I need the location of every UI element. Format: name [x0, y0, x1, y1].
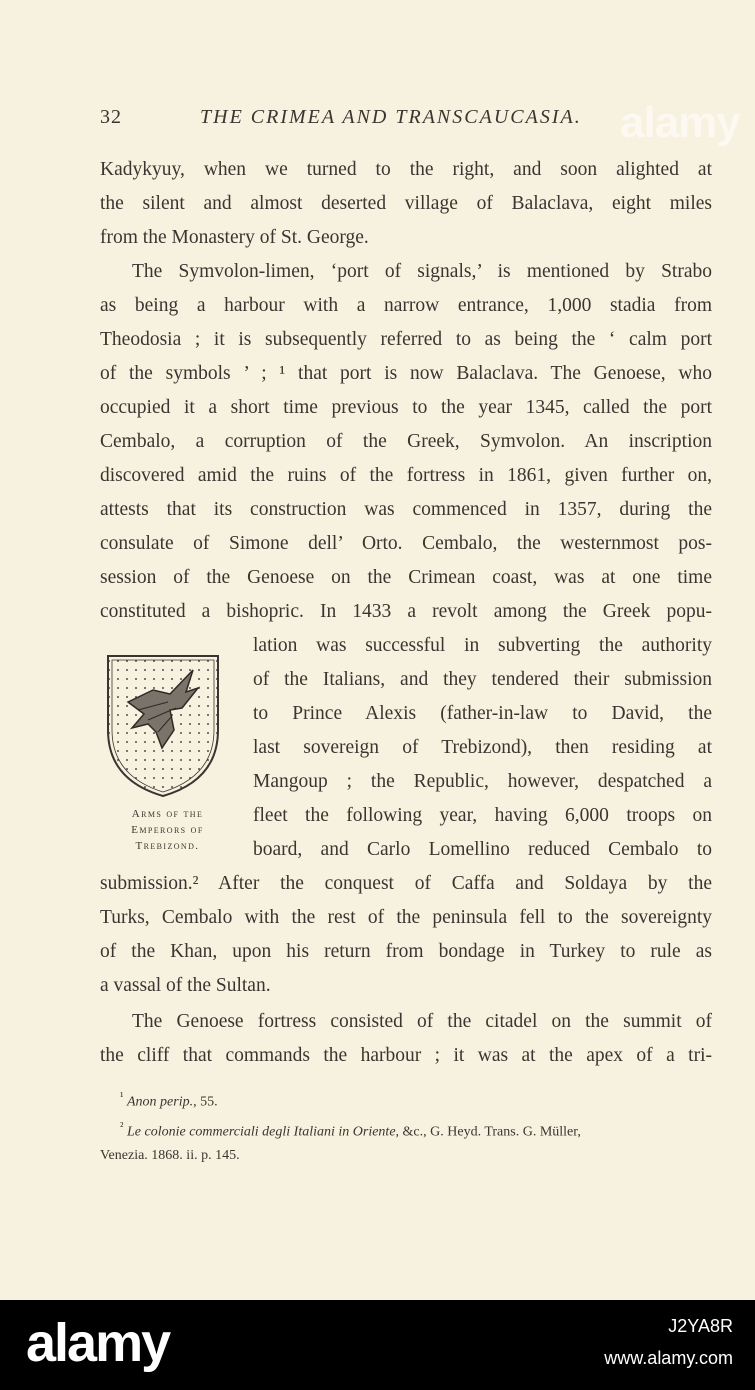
- body-line: of the Khan, upon his return from bondage in Turkey to rule as: [100, 941, 712, 962]
- wrap-line: lation was successful in subverting the authority: [253, 635, 712, 656]
- caption-line: Emperors of: [131, 824, 204, 836]
- body-line: occupied it a short time previous to the year 1345, called the port: [100, 397, 712, 418]
- caption-line: Arms of the: [131, 808, 204, 820]
- site-url: www.alamy.com: [604, 1348, 733, 1368]
- body-line: consulate of Simone dell’ Orto. Cembalo, the westernmost pos-: [100, 533, 712, 554]
- image-id: J2YA8R: [668, 1316, 733, 1336]
- wrap-line: of the Italians, and they tendered their submission: [253, 669, 712, 690]
- body-line: of the symbols ’ ; ¹ that port is now Balaclava. The Genoese, who: [100, 363, 712, 384]
- body-line: Cembalo, a corruption of the Greek, Symvolon. An inscription: [100, 431, 712, 452]
- footnote-1: [100, 1085, 712, 1115]
- watermark-footer: [0, 1300, 755, 1390]
- wrap-line: to Prince Alexis (father-in-law to David, the: [253, 703, 712, 724]
- footnotes: [100, 1085, 712, 1168]
- body-line: the cliff that commands the harbour ; it was at the apex of a tri-: [100, 1045, 712, 1066]
- body-line: The Genoese fortress consisted of the citadel on the summit of: [132, 1011, 712, 1032]
- footnote-mark: ²: [120, 1119, 124, 1133]
- arms-caption: [100, 806, 235, 854]
- footnote-title: Anon perip.: [127, 1094, 194, 1110]
- body-line: as being a harbour with a narrow entrance, 1,000 stadia from: [100, 295, 712, 316]
- footnote-text: , &c., G. Heyd. Trans. G. Müller,: [395, 1124, 581, 1140]
- caption-line: Trebizond.: [135, 840, 200, 852]
- body-line: attests that its construction was commenced in 1357, during the: [100, 499, 712, 520]
- footnote-2: [100, 1115, 712, 1145]
- wrap-line: last sovereign of Trebizond), then residing at: [253, 737, 712, 758]
- wrap-line: Mangoup ; the Republic, however, despatched a: [253, 771, 712, 792]
- body-line: constituted a bishopric. In 1433 a revolt among the Greek popu-: [100, 601, 712, 622]
- body-line: Theodosia ; it is subsequently referred to as being the ‘ calm port: [100, 329, 712, 350]
- footnote-title: Le colonie commerciali degli Italiani in Oriente: [127, 1124, 396, 1140]
- footnote-mark: ¹: [120, 1090, 124, 1103]
- footnote-2-cont: Venezia. 1868. ii. p. 145.: [100, 1148, 240, 1164]
- body-line: Turks, Cembalo with the rest of the peninsula fell to the sovereignty: [100, 907, 712, 928]
- body-line: The Symvolon-limen, ‘port of signals,’ is mentioned by Strabo: [132, 261, 712, 282]
- page-number: 32: [100, 106, 122, 128]
- body-line: the silent and almost deserted village of Balaclava, eight miles: [100, 193, 712, 214]
- body-line: from the Monastery of St. George.: [100, 227, 369, 248]
- running-title: THE CRIMEA AND TRANSCAUCASIA.: [200, 106, 582, 128]
- body-line: Kadykyuy, when we turned to the right, and soon alighted at: [100, 159, 712, 180]
- body-line: session of the Genoese on the Crimean coast, was at one time: [100, 567, 712, 588]
- shield-eagle-icon: [98, 650, 228, 800]
- body-line: submission.² After the conquest of Caffa and Soldaya by the: [100, 873, 712, 894]
- body-line: discovered amid the ruins of the fortress in 1861, given further on,: [100, 465, 712, 486]
- footnote-text: , 55.: [193, 1094, 218, 1110]
- wrap-line: board, and Carlo Lomellino reduced Cembalo to: [253, 839, 712, 860]
- watermark-top: alamy: [620, 98, 740, 147]
- alamy-logo: alamy: [26, 1313, 170, 1373]
- body-line: a vassal of the Sultan.: [100, 975, 271, 996]
- wrap-line: fleet the following year, having 6,000 troops on: [253, 805, 712, 826]
